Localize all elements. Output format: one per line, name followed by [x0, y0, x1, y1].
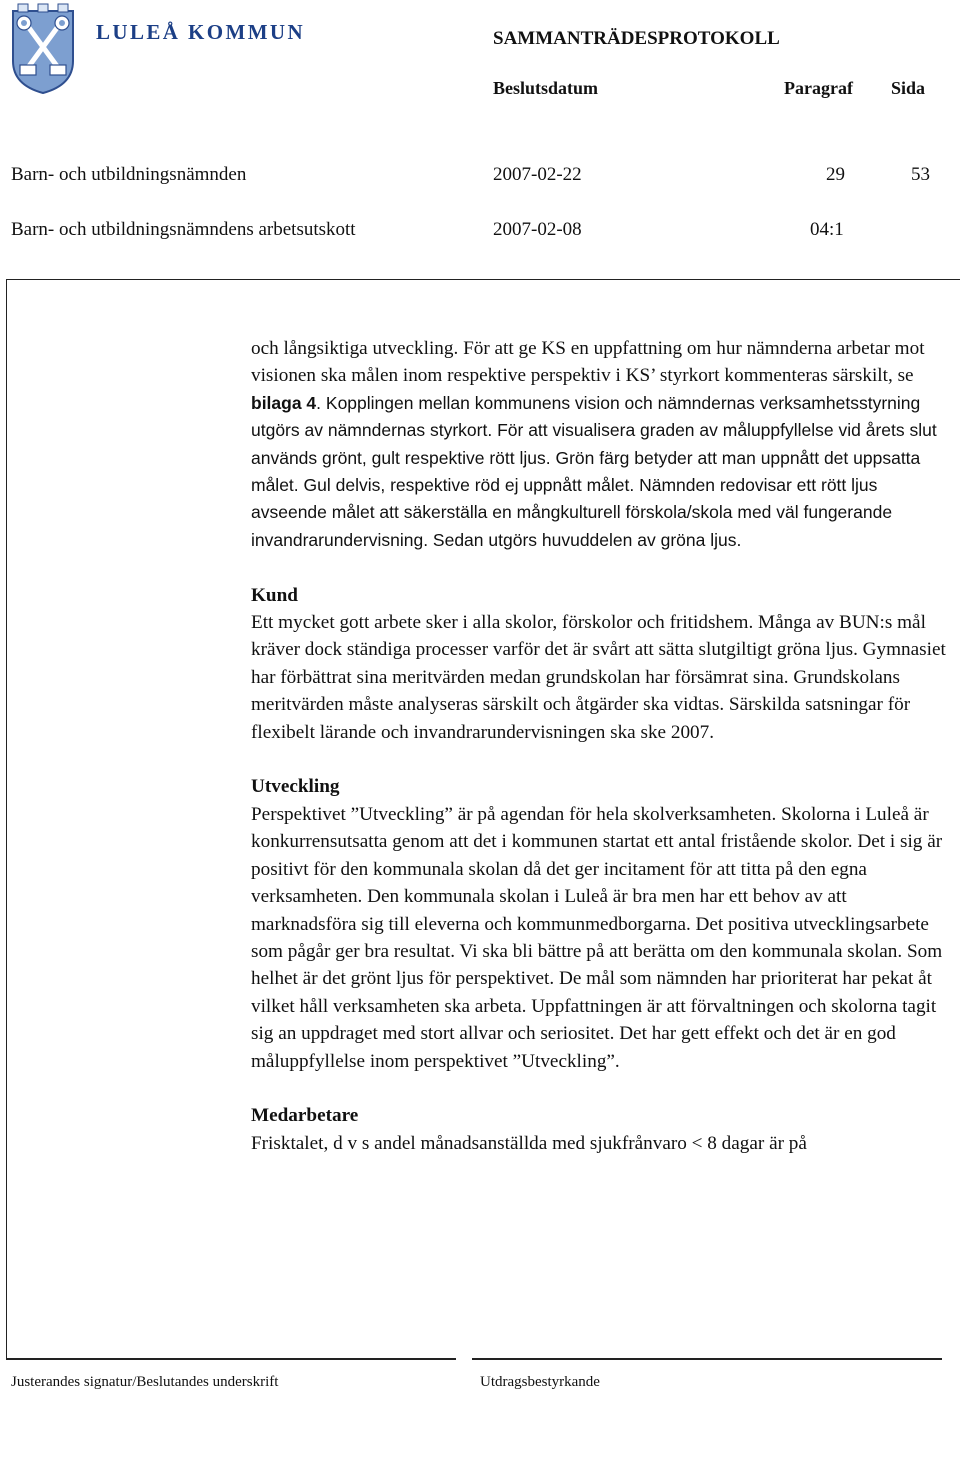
paragraph-number-1: 29 [826, 164, 845, 185]
intro-text-2: . Kopplingen mellan kommunens vision och nämndernas verksamhetsstyrning utgörs av nämndernas styrkort. [251, 392, 921, 441]
intro-paragraph [251, 335, 956, 554]
meeting-body-1: Barn- och utbildningsnämnden [11, 164, 247, 185]
lulea-coat-of-arms-icon [10, 3, 76, 95]
extract-label: Utdragsbestyrkande [480, 1374, 600, 1390]
protocol-body [251, 335, 956, 1157]
column-header-date: Beslutsdatum [493, 78, 599, 98]
signature-line [6, 1358, 456, 1360]
section-heading-medarbetare: Medarbetare [251, 1105, 359, 1127]
signature-label: Justerandes signatur/Beslutandes underskrift [11, 1374, 279, 1390]
meeting-date-1: 2007-02-22 [493, 164, 582, 185]
section-heading-kund: Kund [251, 584, 298, 606]
page-number: 53 [911, 164, 930, 185]
section-text-utveckling: Perspektivet ”Utveckling” är på agendan för hela skolverksamheten. Skolorna i Luleå är konkurrensutsatta genom att det i kommunen startat ett antal fristående skolor. Det i sig är positivt för den kommunala skolan då det ger incitament för att titta på den egna verksamheten. Den kommunala skolan i Luleå är bra men har ett behov av att marknadsföra sig till eleverna och kommunmedborgarna. Det positiva utvecklingsarbete som pågår ger bra resultat. Vi ska bli bättre på att berätta om den kommunala skolan. Som helhet är det grönt ljus för perspektivet. De mål som nämnden har prioriterat har pekat åt vilket håll verksamheten ska arbeta. Uppfattningen är att förvaltningen och skolorna tagit sig an uppdraget med stort allvar och seriositet. Det har gett effekt och det är en god måluppfyllelse inom perspektivet ”Utveckling”. [251, 803, 943, 1072]
meeting-date-2: 2007-02-08 [493, 219, 582, 240]
intro-text: och långsiktiga utveckling. För att ge KS en uppfattning om hur nämnderna arbetar mot visionen ska målen inom respektive perspektiv i KS’ styrkort kommenteras särskilt, se [251, 338, 925, 387]
intro-text-3: För att visualisera graden av måluppfyllelse vid årets slut används grönt, gult respektive rött ljus. Grön färg betyder att man uppnått det uppsatta målet. Gul delvis, respektive röd ej uppnått målet. Nämnden redovisar ett rött ljus avseende målet att säkerställa en mångkulturell förskola/skola med väl fungerande invandrarundervisning. Sedan utgörs huvuddelen av gröna ljus. [251, 420, 937, 550]
attachment-reference: bilaga 4 [251, 392, 317, 413]
meeting-body-2: Barn- och utbildningsnämndens arbetsutskott [11, 219, 356, 240]
document-type: SAMMANTRÄDESPROTOKOLL [493, 28, 780, 49]
paragraph-number-2: 04:1 [810, 219, 844, 240]
section-text-medarbetare: Frisktalet, d v s andel månadsanställda med sjukfrånvaro < 8 dagar är på [251, 1132, 807, 1154]
organization-name: LULEÅ KOMMUN [96, 20, 306, 44]
section-text-kund: Ett mycket gott arbete sker i alla skolor, förskolor och fritidshem. Många av BUN:s mål kräver dock ständiga processer varför det är svårt att sätta slutgiltigt gröna ljus. Gymnasiet har förbättrat sina meritvärden medan grundskolan har försämrat sina. Grundskolans meritvärden måste analyseras särskilt och åtgärder ska vidtas. Särskilda satsningar för flexibelt lärande och invandrarundervisningen ska ske 2007. [251, 612, 946, 743]
extract-line [472, 1358, 942, 1360]
column-header-page: Sida [891, 78, 926, 98]
column-header-paragraph: Paragraf [784, 78, 853, 98]
section-heading-utveckling: Utveckling [251, 776, 340, 798]
